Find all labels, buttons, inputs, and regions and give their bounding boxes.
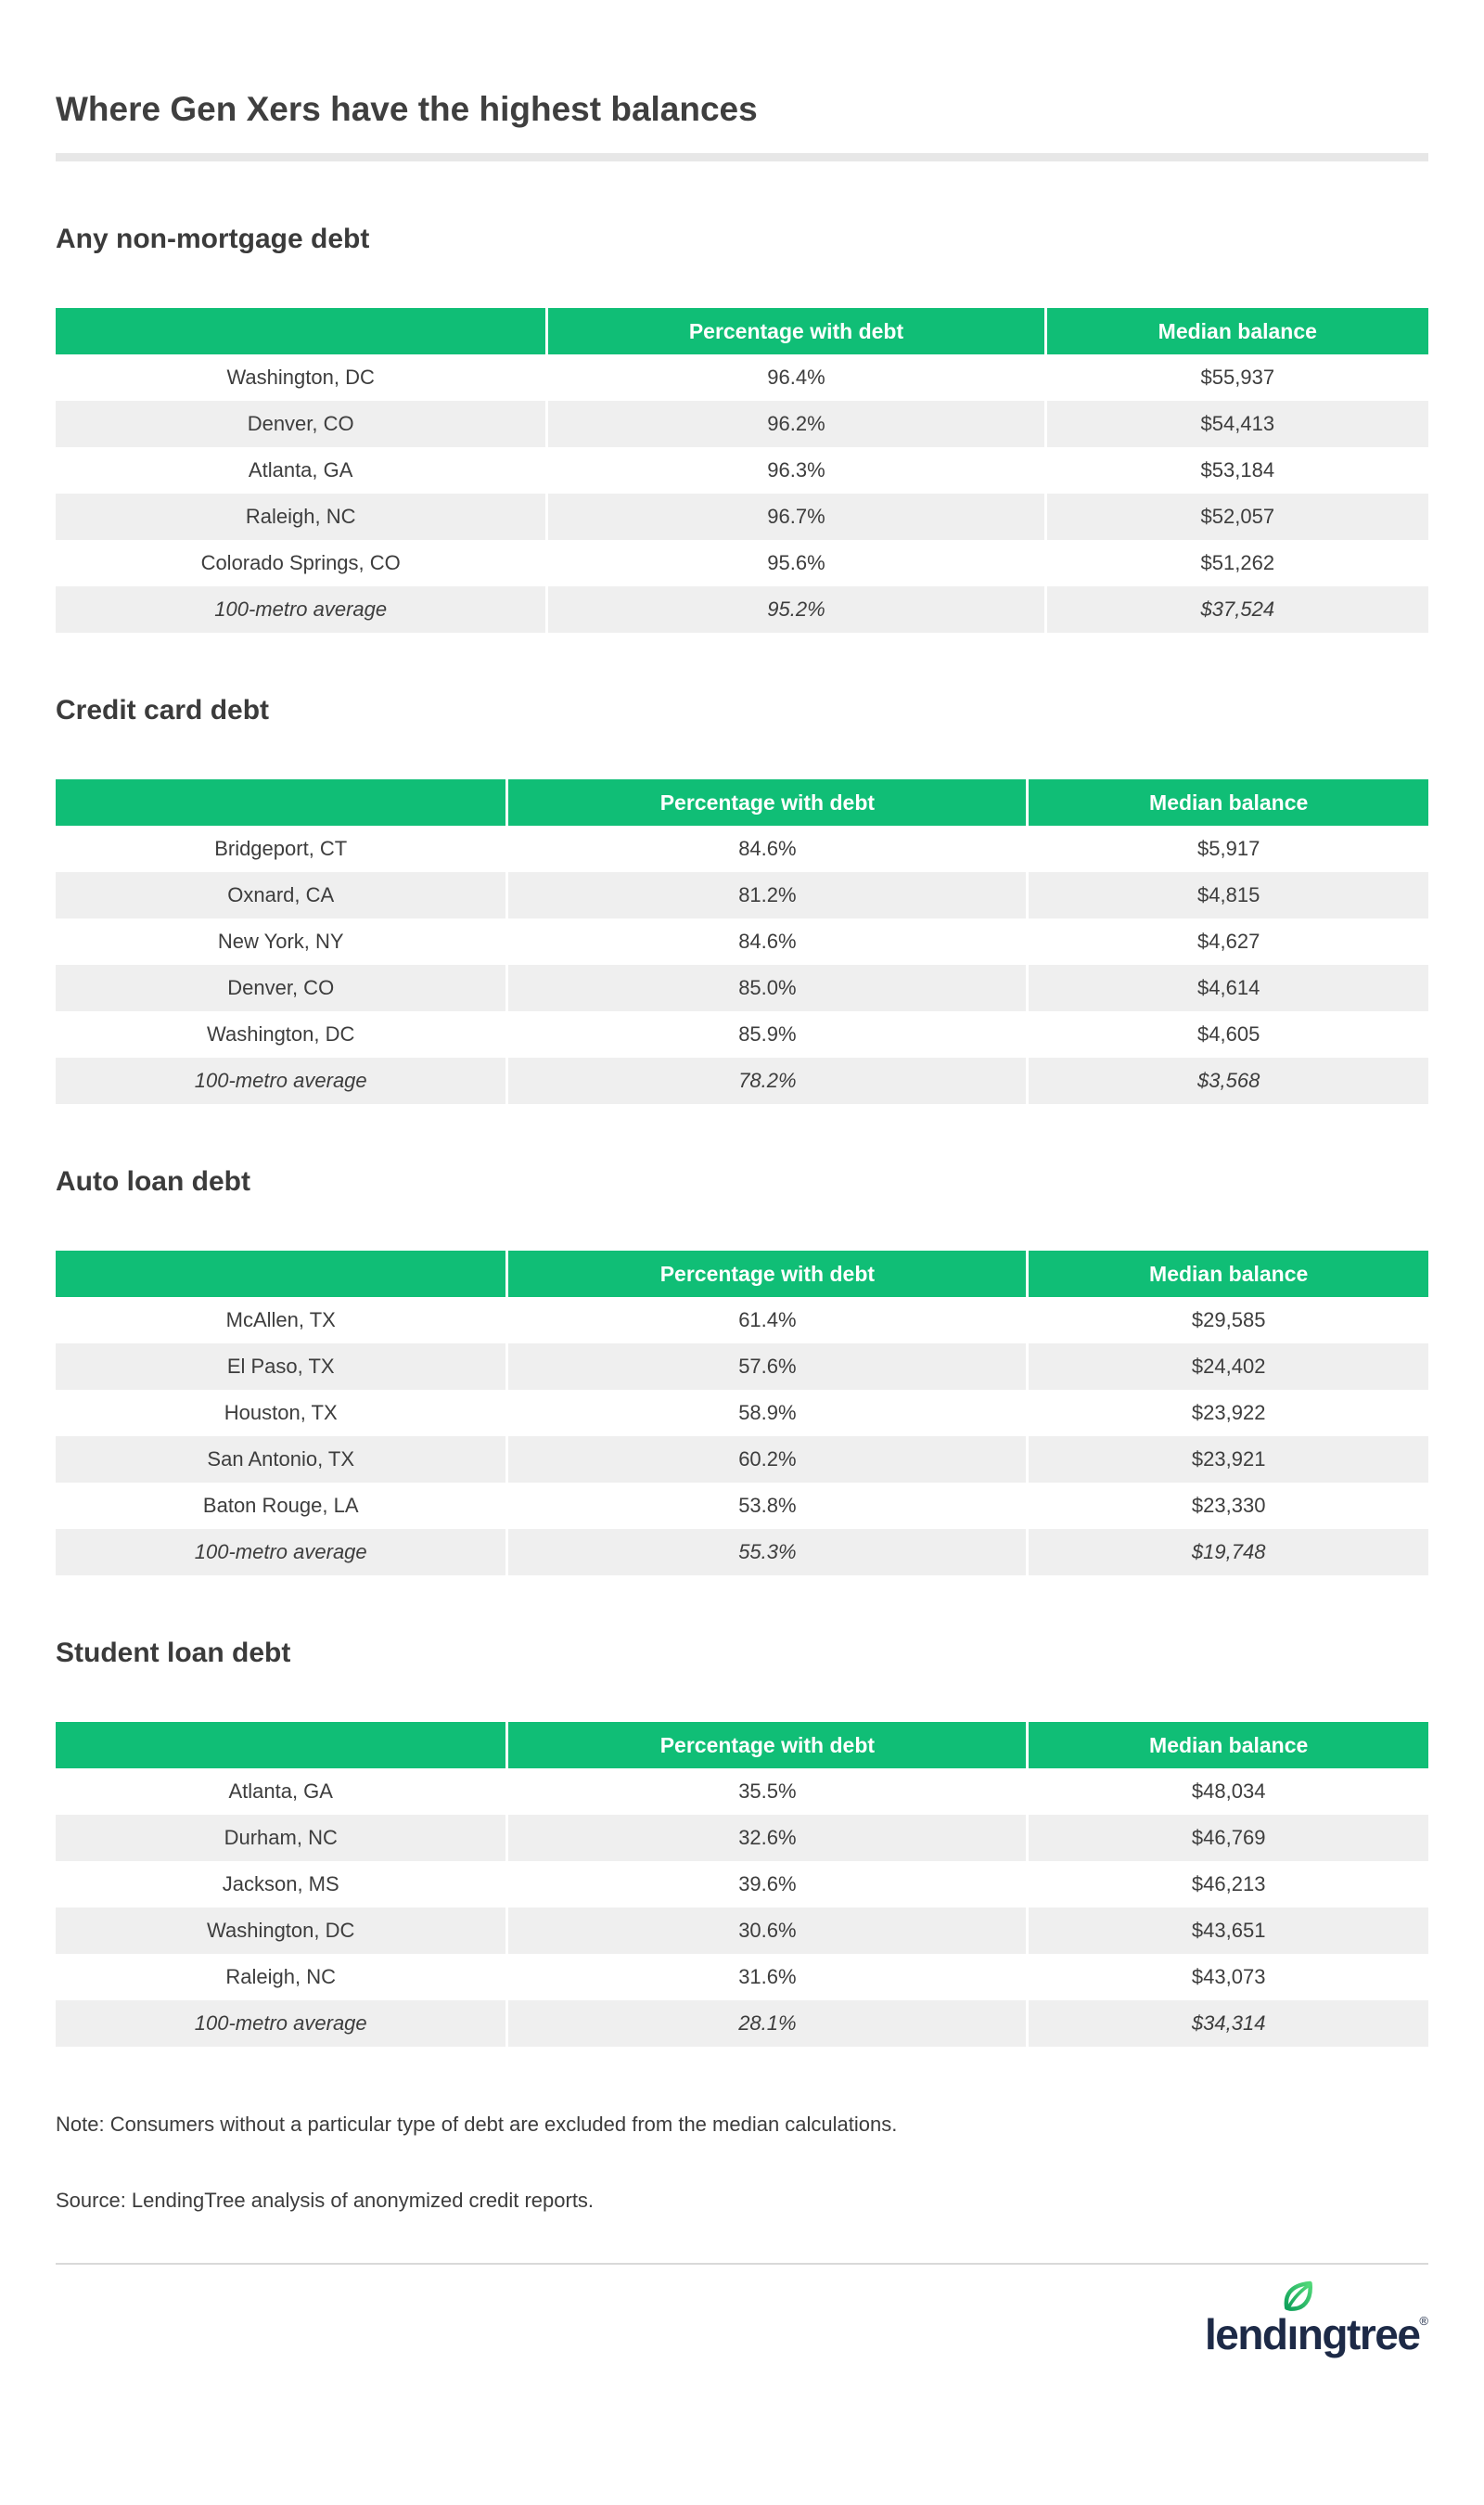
column-header-balance: Median balance — [1026, 1722, 1428, 1768]
column-header-city — [56, 308, 545, 354]
cell-balance: $54,413 — [1044, 401, 1428, 447]
table-header-row — [56, 1722, 1428, 1768]
cell-balance: $23,921 — [1026, 1436, 1428, 1483]
cell-city: Atlanta, GA — [228, 1779, 333, 1803]
cell-percentage: 53.8% — [505, 1483, 1026, 1529]
cell-city: Washington, DC — [226, 366, 375, 389]
section-heading: Any non-mortgage debt — [56, 224, 370, 254]
cell-percentage: 96.4% — [545, 354, 1043, 401]
cell-city: Bridgeport, CT — [214, 837, 348, 860]
cell-percentage: 55.3% — [505, 1529, 1026, 1575]
cell-city: 100-metro average — [56, 1529, 505, 1575]
table-row — [56, 1390, 1428, 1436]
cell-balance: $53,184 — [1044, 447, 1428, 494]
section-student-loan-debt — [56, 1637, 1428, 2047]
column-header-balance: Median balance — [1026, 1251, 1428, 1297]
cell-balance: $5,917 — [1026, 826, 1428, 872]
table-row — [56, 1058, 1428, 1104]
cell-percentage: 60.2% — [505, 1436, 1026, 1483]
column-header-percentage: Percentage with debt — [505, 1251, 1026, 1297]
cell-city: Washington, DC — [56, 1908, 505, 1954]
cell-percentage: 95.2% — [545, 586, 1043, 633]
cell-balance: $4,614 — [1026, 965, 1428, 1011]
table-row — [56, 1815, 1428, 1861]
title-divider — [56, 153, 1428, 161]
table-row — [56, 354, 1428, 401]
cell-city: 100-metro average — [56, 2000, 505, 2047]
cell-balance: $37,524 — [1044, 586, 1428, 633]
logo-letter-i: ı — [1287, 2313, 1298, 2356]
table-row — [56, 494, 1428, 540]
footer-logo-row — [56, 2283, 1428, 2361]
section-auto-loan-debt — [56, 1165, 1428, 1575]
cell-percentage: 95.6% — [545, 540, 1043, 586]
table-row — [56, 540, 1428, 586]
table-row — [56, 826, 1428, 872]
cell-balance: $55,937 — [1044, 354, 1428, 401]
source-text: Source: LendingTree analysis of anonymized credit reports. — [56, 2189, 595, 2212]
table-auto-loan-debt — [56, 1251, 1428, 1575]
cell-city: 100-metro average — [56, 586, 545, 633]
cell-percentage: 81.2% — [505, 872, 1026, 918]
table-row — [56, 447, 1428, 494]
cell-balance: $4,605 — [1026, 1011, 1428, 1058]
cell-percentage: 84.6% — [505, 918, 1026, 965]
table-row — [56, 872, 1428, 918]
column-header-percentage: Percentage with debt — [545, 308, 1043, 354]
cell-percentage: 85.9% — [505, 1011, 1026, 1058]
cell-percentage: 84.6% — [505, 826, 1026, 872]
footer-divider — [56, 2263, 1428, 2265]
cell-balance: $46,769 — [1026, 1815, 1428, 1861]
column-header-city — [56, 1722, 505, 1768]
section-credit-card-debt — [56, 694, 1428, 1104]
cell-percentage: 31.6% — [505, 1954, 1026, 2000]
cell-city: McAllen, TX — [225, 1308, 336, 1331]
lendingtree-logo — [1204, 2310, 1428, 2361]
table-header-row — [56, 779, 1428, 826]
cell-balance: $19,748 — [1026, 1529, 1428, 1575]
note-text: Note: Consumers without a particular type of debt are excluded from the median calculations. — [56, 2113, 898, 2136]
cell-percentage: 28.1% — [505, 2000, 1026, 2047]
cell-balance: $43,073 — [1026, 1954, 1428, 2000]
cell-city: Raleigh, NC — [56, 494, 545, 540]
column-header-balance: Median balance — [1026, 779, 1428, 826]
table-row — [56, 2000, 1428, 2047]
cell-percentage: 96.3% — [545, 447, 1043, 494]
cell-percentage: 85.0% — [505, 965, 1026, 1011]
cell-city: Colorado Springs, CO — [200, 551, 401, 574]
section-any-non-mortgage-debt — [56, 223, 1428, 633]
cell-percentage: 39.6% — [505, 1861, 1026, 1908]
table-header-row — [56, 1251, 1428, 1297]
leaf-icon — [1281, 2280, 1314, 2313]
table-row — [56, 918, 1428, 965]
cell-percentage: 32.6% — [505, 1815, 1026, 1861]
cell-balance: $52,057 — [1044, 494, 1428, 540]
cell-percentage: 58.9% — [505, 1390, 1026, 1436]
cell-balance: $23,922 — [1026, 1390, 1428, 1436]
registered-mark: ® — [1419, 2314, 1428, 2328]
cell-percentage: 30.6% — [505, 1908, 1026, 1954]
table-row — [56, 1011, 1428, 1058]
cell-city: Denver, CO — [56, 965, 505, 1011]
cell-city: El Paso, TX — [56, 1343, 505, 1390]
cell-city: New York, NY — [217, 930, 344, 953]
cell-percentage: 96.2% — [545, 401, 1043, 447]
cell-percentage: 78.2% — [505, 1058, 1026, 1104]
logo-text-part2: ngtree — [1297, 2310, 1420, 2358]
column-header-city — [56, 1251, 505, 1297]
cell-percentage: 61.4% — [505, 1297, 1026, 1343]
table-row — [56, 1483, 1428, 1529]
cell-balance: $4,815 — [1026, 872, 1428, 918]
cell-balance: $29,585 — [1026, 1297, 1428, 1343]
cell-city: San Antonio, TX — [56, 1436, 505, 1483]
cell-balance: $34,314 — [1026, 2000, 1428, 2047]
cell-balance: $51,262 — [1044, 540, 1428, 586]
column-header-percentage: Percentage with debt — [505, 779, 1026, 826]
cell-city: Houston, TX — [224, 1401, 338, 1424]
cell-balance: $46,213 — [1026, 1861, 1428, 1908]
cell-percentage: 96.7% — [545, 494, 1043, 540]
section-heading: Student loan debt — [56, 1638, 291, 1668]
cell-city: Baton Rouge, LA — [202, 1494, 359, 1517]
table-row — [56, 1436, 1428, 1483]
section-heading: Auto loan debt — [56, 1166, 250, 1197]
table-row — [56, 586, 1428, 633]
table-row — [56, 1908, 1428, 1954]
cell-city: Oxnard, CA — [56, 872, 505, 918]
cell-balance: $43,651 — [1026, 1908, 1428, 1954]
cell-city: Jackson, MS — [222, 1872, 339, 1895]
cell-balance: $4,627 — [1026, 918, 1428, 965]
table-row — [56, 1529, 1428, 1575]
table-row — [56, 1768, 1428, 1815]
cell-city: Atlanta, GA — [248, 458, 353, 482]
table-row — [56, 1954, 1428, 2000]
table-header-row — [56, 308, 1428, 354]
cell-city: Washington, DC — [207, 1022, 355, 1046]
column-header-percentage: Percentage with debt — [505, 1722, 1026, 1768]
column-header-balance: Median balance — [1044, 308, 1428, 354]
cell-balance: $3,568 — [1026, 1058, 1428, 1104]
table-row — [56, 1297, 1428, 1343]
cell-balance: $48,034 — [1026, 1768, 1428, 1815]
cell-city: Durham, NC — [56, 1815, 505, 1861]
logo-text-part1: lend — [1204, 2310, 1287, 2358]
table-row — [56, 965, 1428, 1011]
cell-city: Denver, CO — [56, 401, 545, 447]
cell-city: 100-metro average — [56, 1058, 505, 1104]
cell-percentage: 57.6% — [505, 1343, 1026, 1390]
cell-percentage: 35.5% — [505, 1768, 1026, 1815]
cell-city: Raleigh, NC — [225, 1965, 337, 1988]
table-row — [56, 1343, 1428, 1390]
table-row — [56, 401, 1428, 447]
cell-balance: $23,330 — [1026, 1483, 1428, 1529]
table-student-loan-debt — [56, 1722, 1428, 2047]
table-row — [56, 1861, 1428, 1908]
column-header-city — [56, 779, 505, 826]
page-title: Where Gen Xers have the highest balances — [56, 90, 758, 128]
cell-balance: $24,402 — [1026, 1343, 1428, 1390]
table-any-non-mortgage-debt — [56, 308, 1428, 633]
section-heading: Credit card debt — [56, 695, 270, 726]
table-credit-card-debt — [56, 779, 1428, 1104]
